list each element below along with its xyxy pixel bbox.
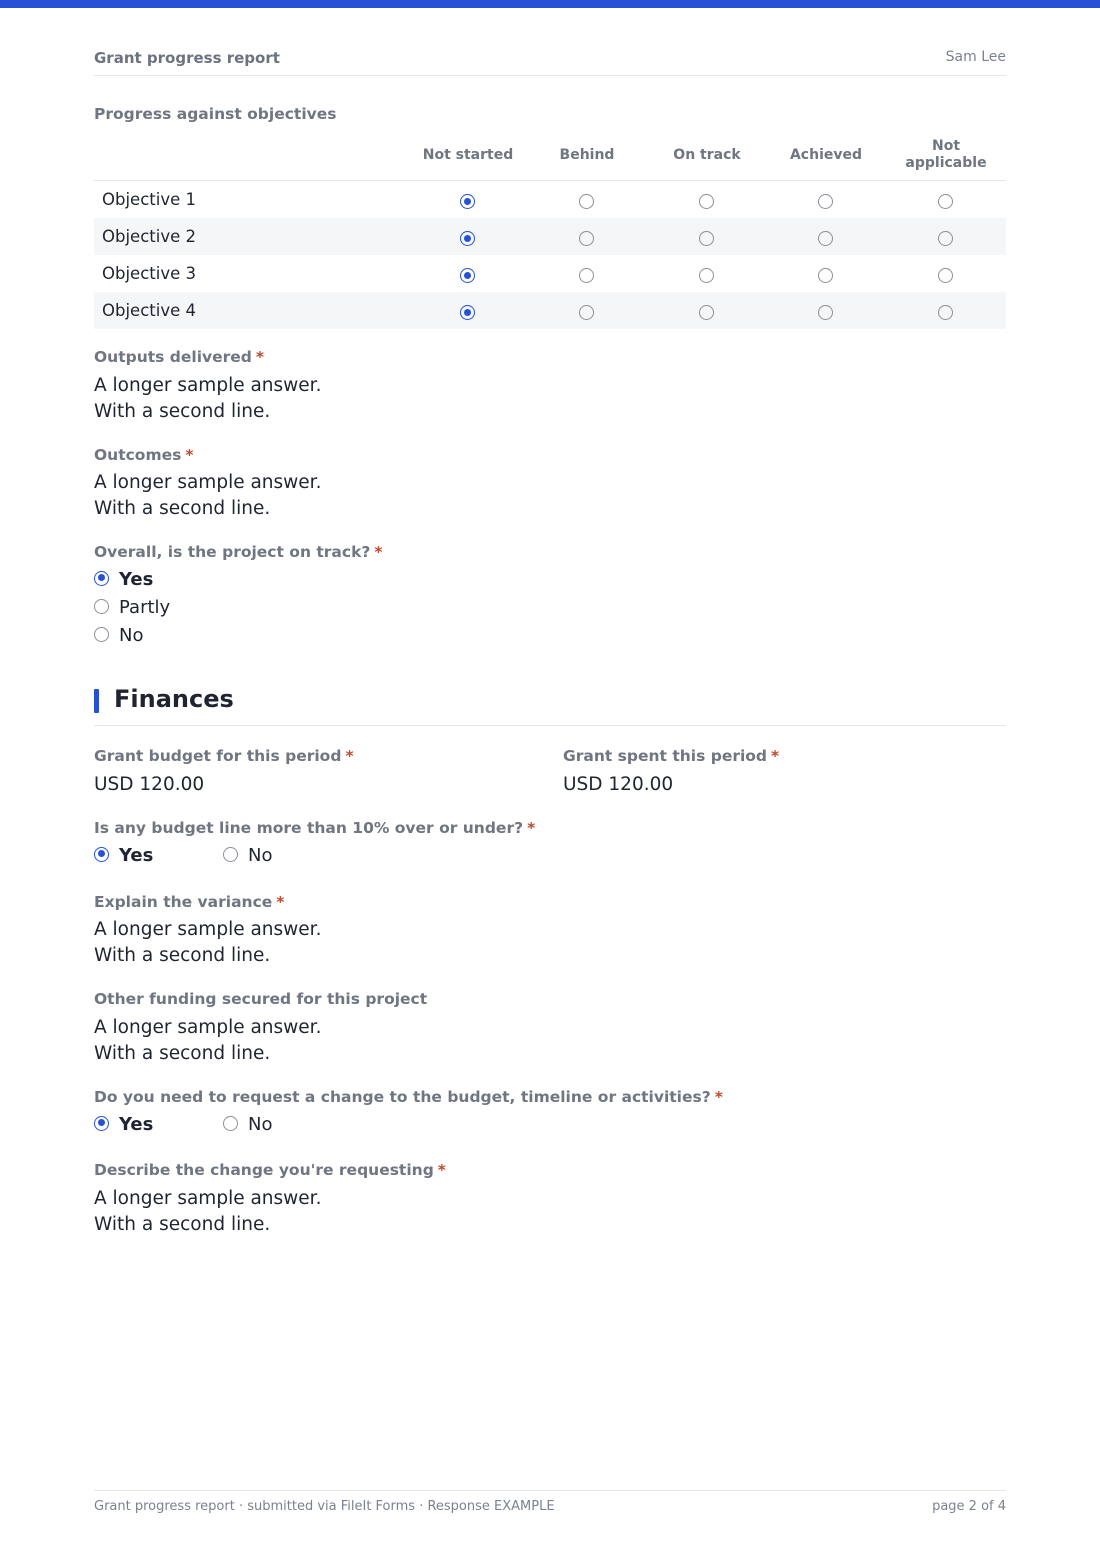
col-not-applicable: Not applicable [905,138,987,171]
matrix-cell [938,265,953,284]
col-on-track: On track [673,147,741,163]
matrix-cell [938,191,953,210]
report-title: Grant progress report [94,49,280,67]
required-marker: * [276,893,285,911]
matrix-cell [818,191,833,210]
variance-option-yes[interactable]: Yes [94,845,153,866]
page-number: page 2 of 4 [932,1499,1006,1514]
other-funding-answer [94,1015,321,1067]
required-marker: * [714,1088,723,1106]
change-answer [94,1186,321,1238]
answer-line: With a second line. [94,1214,271,1235]
radio-icon[interactable] [938,305,953,320]
radio-selected-icon [94,571,109,586]
answer-line: A longer sample answer. [94,472,322,493]
page-footer [94,1490,1006,1521]
radio-icon[interactable] [818,194,833,209]
objective-row [94,181,1006,218]
radio-icon[interactable] [818,305,833,320]
matrix-cell [699,191,714,210]
objective-row [94,255,1006,292]
matrix-cell [579,302,594,321]
outputs-answer [94,373,321,425]
top-accent-bar [0,0,1100,8]
change-label: Describe the change you're requesting * [94,1161,446,1179]
user-name: Sam Lee [945,49,1006,65]
section-title: Finances [114,685,234,713]
answer-line: With a second line. [94,945,271,966]
required-marker: * [771,747,780,765]
footer-info: Grant progress report · submitted via FileIt Forms · Response EXAMPLE [94,1499,555,1514]
col-achieved: Achieved [789,147,863,163]
radio-icon [223,1116,238,1131]
required-marker: * [185,446,194,464]
radio-icon[interactable] [699,268,714,283]
answer-line: With a second line. [94,1043,271,1064]
outcomes-answer [94,470,321,522]
matrix-cell [818,228,833,247]
answer-line: With a second line. [94,401,271,422]
matrix-cell [699,302,714,321]
radio-icon[interactable] [938,194,953,209]
objective-label: Objective 3 [102,264,196,283]
matrix-cell [460,191,475,210]
change-option-yes[interactable]: Yes [94,1114,153,1135]
radio-icon[interactable] [818,231,833,246]
variance-option-no[interactable]: No [223,845,272,866]
radio-icon[interactable] [579,305,594,320]
radio-selected-icon [94,1116,109,1131]
objective-row [94,218,1006,255]
radio-icon[interactable] [938,231,953,246]
on-track-label: Overall, is the project on track? * [94,543,383,561]
radio-icon[interactable] [699,194,714,209]
answer-line: A longer sample answer. [94,375,322,396]
matrix-header [94,140,1006,181]
outputs-label: Outputs delivered * [94,348,264,366]
budget-label: Grant budget for this period * [94,747,354,765]
radio-selected-icon[interactable] [460,194,475,209]
col-behind: Behind [559,147,615,163]
spent-value: USD 120.00 [563,774,674,795]
objective-row [94,292,1006,329]
radio-icon[interactable] [699,231,714,246]
radio-icon[interactable] [579,231,594,246]
required-marker: * [437,1161,446,1179]
finances-section-header [94,685,1006,726]
variance-answer [94,917,321,969]
matrix-cell [460,302,475,321]
radio-icon[interactable] [938,268,953,283]
objectives-label: Progress against objectives [94,105,337,123]
radio-icon [223,847,238,862]
matrix-cell [579,265,594,284]
radio-icon[interactable] [818,268,833,283]
matrix-cell [460,228,475,247]
matrix-cell [818,265,833,284]
radio-icon[interactable] [579,268,594,283]
required-marker: * [374,543,383,561]
matrix-cell [818,302,833,321]
objective-label: Objective 2 [102,227,196,246]
variance-label: Explain the variance * [94,893,285,911]
page-header [94,48,1006,76]
objectives-matrix [94,140,1006,329]
matrix-cell [699,228,714,247]
matrix-cell [938,302,953,321]
on-track-option-no[interactable]: No [94,625,143,646]
matrix-cell [938,228,953,247]
required-marker: * [527,819,536,837]
answer-line: A longer sample answer. [94,1188,322,1209]
change-question-label: Do you need to request a change to the budget, timeline or activities? * [94,1088,723,1106]
radio-selected-icon[interactable] [460,231,475,246]
change-option-no[interactable]: No [223,1114,272,1135]
radio-icon [94,599,109,614]
required-marker: * [255,348,264,366]
radio-icon[interactable] [699,305,714,320]
spent-label: Grant spent this period * [563,747,780,765]
required-marker: * [345,747,354,765]
section-accent-bar [94,689,99,713]
radio-selected-icon[interactable] [460,305,475,320]
other-funding-label: Other funding secured for this project [94,990,428,1008]
radio-selected-icon[interactable] [460,268,475,283]
radio-selected-icon [94,847,109,862]
radio-icon [94,627,109,642]
answer-line: With a second line. [94,498,271,519]
objective-label: Objective 4 [102,301,196,320]
matrix-cell [579,228,594,247]
objective-label: Objective 1 [102,190,196,209]
variance-question-label: Is any budget line more than 10% over or under? * [94,819,536,837]
on-track-option-partly[interactable]: Partly [94,597,170,618]
radio-icon[interactable] [579,194,594,209]
matrix-cell [699,265,714,284]
answer-line: A longer sample answer. [94,1017,322,1038]
on-track-option-yes[interactable]: Yes [94,569,153,590]
matrix-cell [579,191,594,210]
matrix-cell [460,265,475,284]
col-not-started: Not started [422,147,514,163]
answer-line: A longer sample answer. [94,919,322,940]
budget-value: USD 120.00 [94,774,205,795]
outcomes-label: Outcomes * [94,446,194,464]
